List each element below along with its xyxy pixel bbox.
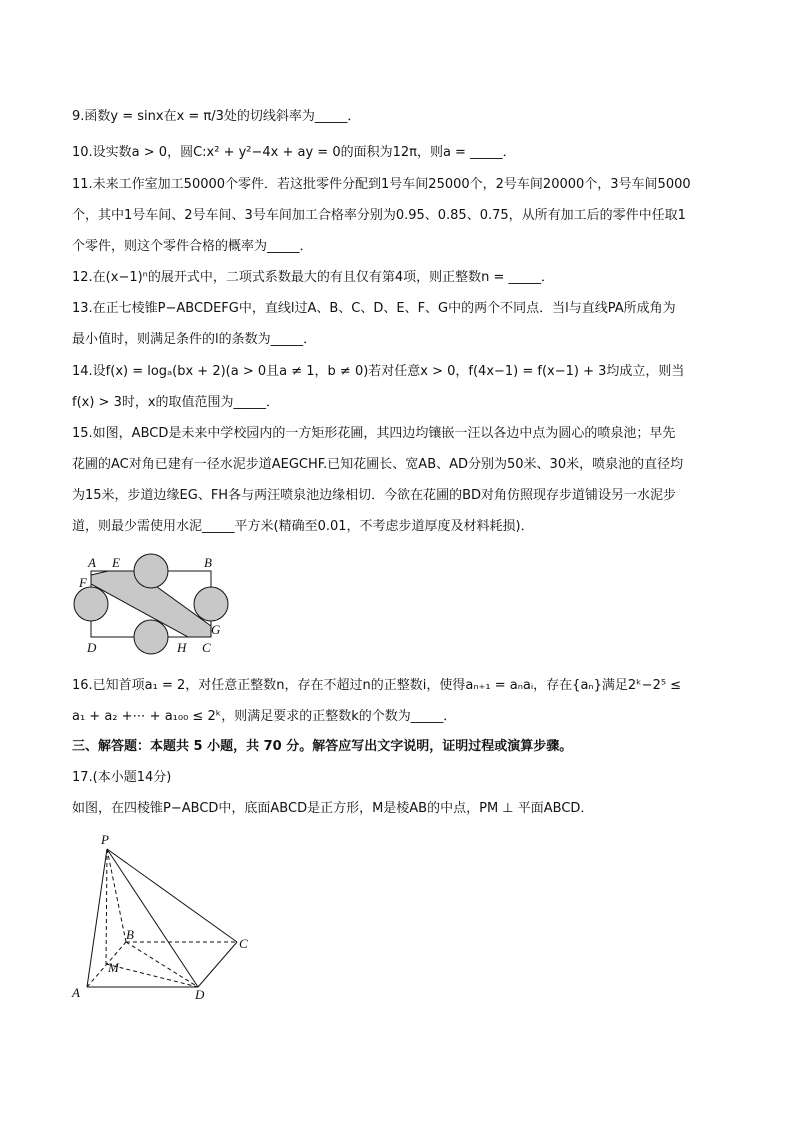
question-17-heading: 17.(本小题14分) <box>72 770 172 785</box>
question-13-line-2: 最小值时，则满足条件的l的条数为_____． <box>72 332 317 347</box>
question-11-line-2: 个，其中1号车间、2号车间、3号车间加工合格率分别为0.95、0.85、0.75，从所有加工后的零件中任取1 <box>72 208 686 223</box>
question-15-line-3: 为15米，步道边缘EG、FH各与两汪喷泉池边缘相切．今欲在花圃的BD对角仿照现存步道铺设另一水泥步 <box>72 488 677 503</box>
label-H: H <box>177 640 187 655</box>
edge-PA <box>87 849 107 987</box>
question-16-line-2: a₁ + a₂ +⋯ + a₁₀₀ ≤ 2ᵏ，则满足要求的正整数k的个数为_____． <box>72 709 457 724</box>
question-13-line-1: 13.在正七棱锥P−ABCDEFG中，直线l过A、B、C、D、E、F、G中的两个不同点．当l与直线PA所成角为 <box>72 301 676 316</box>
label-A: A <box>88 555 96 570</box>
question-11-line-1: 11.未来工作室加工50000个零件．若这批零件分配到1号车间25000个，2号车间20000个，3号车间5000 <box>72 177 691 192</box>
label-E: E <box>112 555 120 570</box>
label-B: B <box>126 927 134 942</box>
question-14-line-1: 14.设f(x) = logₐ(bx + 2)(a > 0且a ≠ 1，b ≠ 0)若对任意x > 0，f(4x−1) = f(x−1) + 3均成立，则当 <box>72 364 685 379</box>
fountain-right <box>194 587 228 621</box>
fountain-bottom <box>134 620 168 654</box>
question-15-line-4: 道，则最少需使用水泥_____平方米(精确至0.01，不考虑步道厚度及材料耗损)． <box>72 519 534 534</box>
question-16-line-1: 16.已知首项a₁ = 2，对任意正整数n，存在不超过n的正整数i，使得aₙ₊₁ = aₙaᵢ，存在{aₙ}满足2ᵏ−2⁵ ≤ <box>72 678 682 693</box>
label-D: D <box>195 987 205 1002</box>
section-3-heading: 三、解答题：本题共 5 小题，共 70 分。解答应写出文字说明，证明过程或演算步骤。 <box>72 739 573 754</box>
question-9: 9.函数y = sinx在x = π/3处的切线斜率为_____． <box>72 109 361 124</box>
question-14-line-2: f(x) > 3时，x的取值范围为_____． <box>72 395 280 410</box>
figure-15-garden <box>70 550 230 665</box>
fountain-left <box>74 587 108 621</box>
fountain-top <box>134 554 168 588</box>
question-12: 12.在(x−1)ⁿ的展开式中，二项式系数最大的有且仅有第4项，则正整数n = _____． <box>72 270 555 285</box>
label-B: B <box>204 555 212 570</box>
label-G: G <box>211 622 221 637</box>
question-15-line-1: 15.如图，ABCD是未来中学校园内的一方矩形花圃，其四边均镶嵌一汪以各边中点为圆心的喷泉池；早先 <box>72 426 676 441</box>
label-A: A <box>72 985 80 1000</box>
question-11-line-3: 个零件，则这个零件合格的概率为_____． <box>72 239 313 254</box>
edge-BD <box>126 942 198 987</box>
question-17-body: 如图，在四棱锥P−ABCD中，底面ABCD是正方形，M是棱AB的中点，PM ⊥ 平面ABCD． <box>72 801 594 816</box>
label-C: C <box>202 640 211 655</box>
label-M: M <box>108 960 119 975</box>
label-P: P <box>101 832 109 847</box>
label-C: C <box>239 936 248 951</box>
label-F: F <box>79 575 87 590</box>
edge-DC <box>198 942 237 987</box>
edge-MD <box>106 964 198 987</box>
figure-17-pyramid <box>60 830 260 1005</box>
label-D: D <box>87 640 97 655</box>
question-15-line-2: 花圃的AC对角已建有一径水泥步道AEGCHF.已知花圃长、宽AB、AD分别为50米、30米，喷泉池的直径均 <box>72 457 684 472</box>
question-10: 10.设实数a > 0，圆C:x² + y²−4x + ay = 0的面积为12π，则a = _____． <box>72 145 516 160</box>
edge-PM <box>106 849 107 964</box>
